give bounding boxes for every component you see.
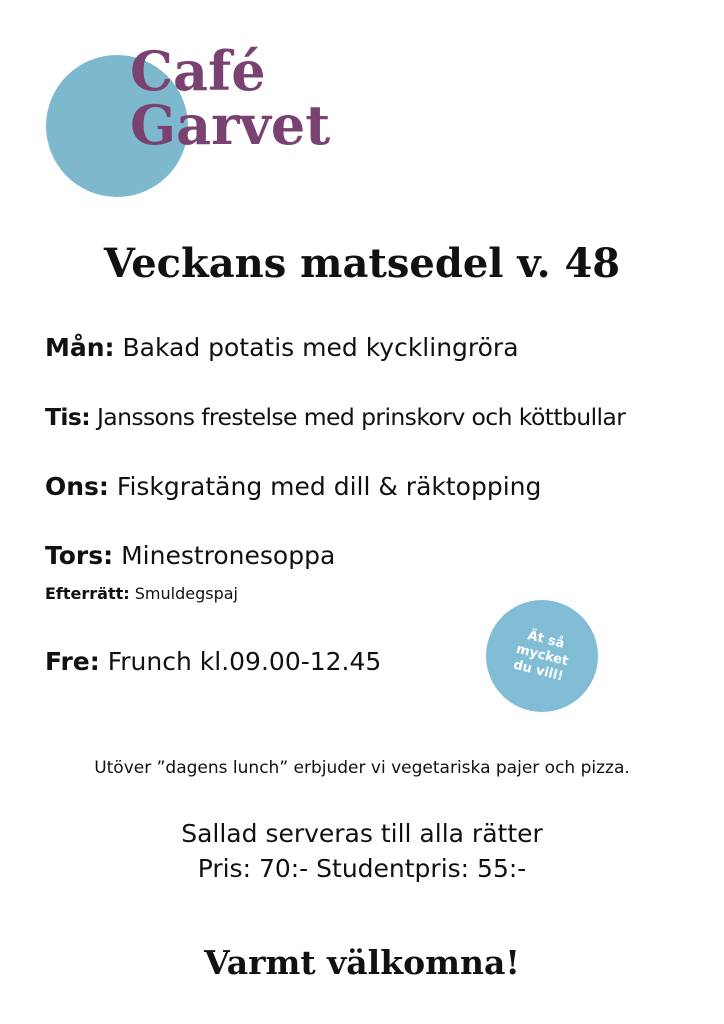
price-line: Pris: 70:- Studentpris: 55:-: [197, 854, 527, 883]
badge-text: Ät så mycket du vill!: [511, 628, 570, 685]
day-label: Ons:: [45, 472, 109, 501]
salad-line: Sallad serveras till alla rätter: [181, 819, 543, 848]
vegetarian-note: Utöver ”dagens lunch” erbjuder vi vegetariska pajer och pizza.: [94, 758, 630, 778]
day-label: Tors:: [45, 541, 114, 570]
dish-text: Janssons frestelse med prinskorv och köttbullar: [96, 403, 626, 431]
day-label: Mån:: [45, 333, 115, 362]
welcome-text: Varmt välkomna!: [204, 943, 520, 982]
dish-text: Frunch kl.09.00-12.45: [107, 647, 382, 676]
eat-all-you-want-badge: [486, 600, 598, 712]
dish-text: Fiskgratäng med dill & räktopping: [116, 472, 542, 501]
dish-text: Minestronesoppa: [121, 541, 336, 570]
menu-item-friday: [45, 646, 381, 678]
menu-item-wednesday: [45, 471, 541, 503]
cafe-logo: [130, 39, 331, 157]
day-label: Tis:: [45, 403, 91, 431]
dessert-dish: Smuldegspaj: [134, 584, 238, 603]
logo-line-2: Garvet: [130, 93, 331, 157]
page-title: Veckans matsedel v. 48: [103, 240, 621, 287]
dessert-label: Efterrätt:: [45, 584, 130, 603]
menu-item-thursday: [45, 540, 335, 572]
logo-line-1: Café: [130, 39, 266, 103]
menu-item-monday: [45, 332, 519, 364]
day-label: Fre:: [45, 647, 100, 676]
dessert-line: [45, 583, 238, 605]
dish-text: Bakad potatis med kycklingröra: [122, 333, 519, 362]
menu-item-tuesday: [45, 401, 625, 433]
price-block: [0, 816, 724, 886]
